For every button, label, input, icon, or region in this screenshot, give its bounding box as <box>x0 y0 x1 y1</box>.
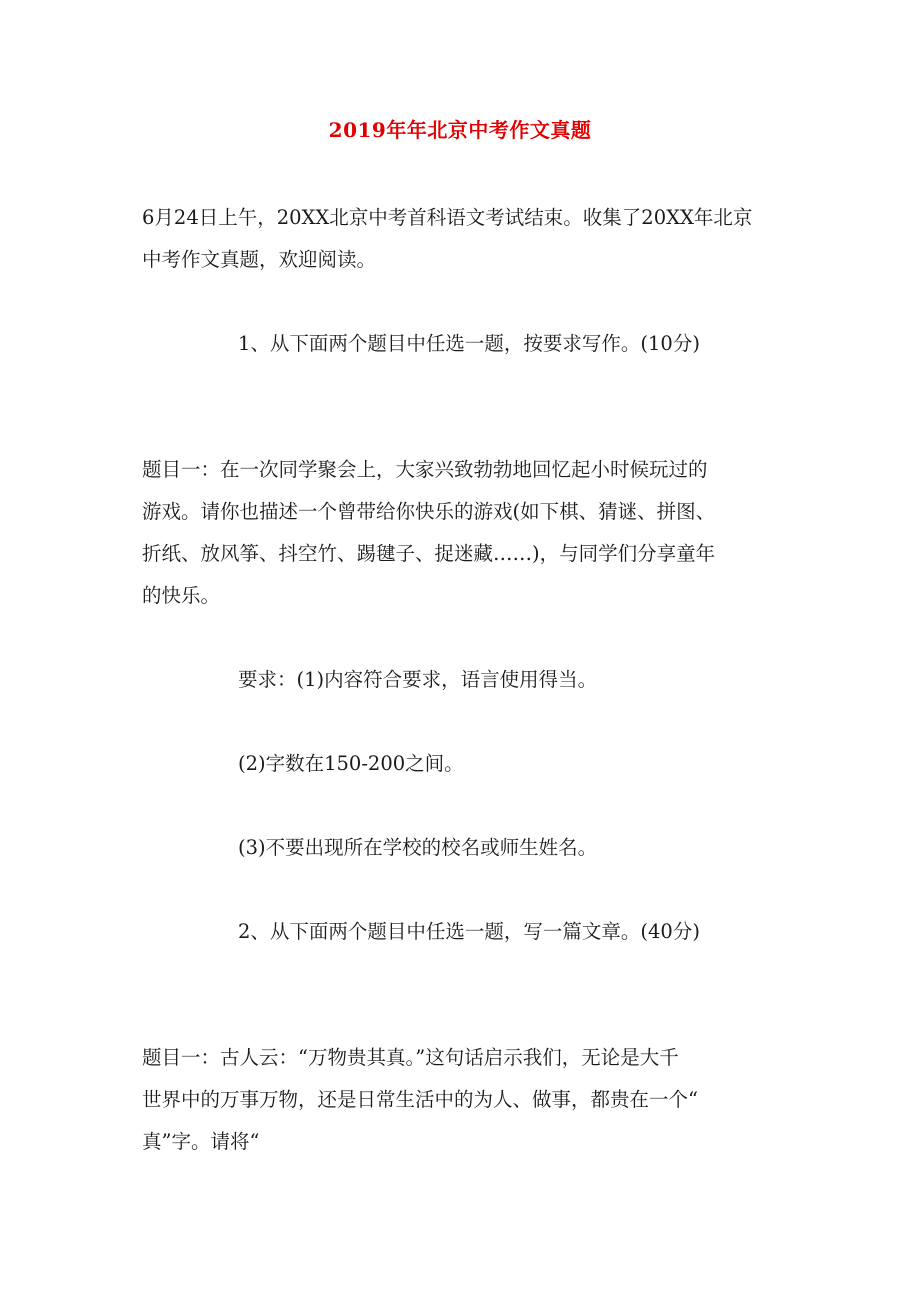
topic-line: 世界中的万事万物，还是日常生活中的为人、做事，都贵在一个“ <box>142 1088 698 1111</box>
topic-line: 真”字。请将“ <box>142 1130 260 1153</box>
requirement-item: (3)不要出现所在学校的校名或师生姓名。 <box>238 836 598 859</box>
topic-line: 题目一：在一次同学聚会上，大家兴致勃勃地回忆起小时候玩过的 <box>142 458 708 481</box>
topic-line: 的快乐。 <box>142 584 221 607</box>
question2-topic1-paragraph <box>142 1037 782 1163</box>
intro-paragraph <box>142 197 782 281</box>
topic-line: 题目一：古人云：“万物贵其真。”这句话启示我们，无论是大千 <box>142 1046 679 1069</box>
topic-line: 折纸、放风筝、抖空竹、踢毽子、捉迷藏……)，与同学们分享童年 <box>142 542 716 565</box>
question1-topic1-paragraph <box>142 449 782 617</box>
intro-line: 中考作文真题，欢迎阅读。 <box>142 248 377 271</box>
intro-line: 6月24日上午，20XX北京中考首科语文考试结束。收集了20XX年北京 <box>142 206 753 229</box>
topic-line: 游戏。请你也描述一个曾带给你快乐的游戏(如下棋、猜谜、拼图、 <box>142 500 716 523</box>
question2-heading: 2、从下面两个题目中任选一题，写一篇文章。(40分) <box>238 920 700 943</box>
requirement-item: (2)字数在150-200之间。 <box>238 752 464 775</box>
document-title: 2019年年北京中考作文真题 <box>328 118 592 142</box>
requirement-item: 要求：(1)内容符合要求，语言使用得当。 <box>238 668 598 691</box>
question1-heading: 1、从下面两个题目中任选一题，按要求写作。(10分) <box>238 332 700 355</box>
